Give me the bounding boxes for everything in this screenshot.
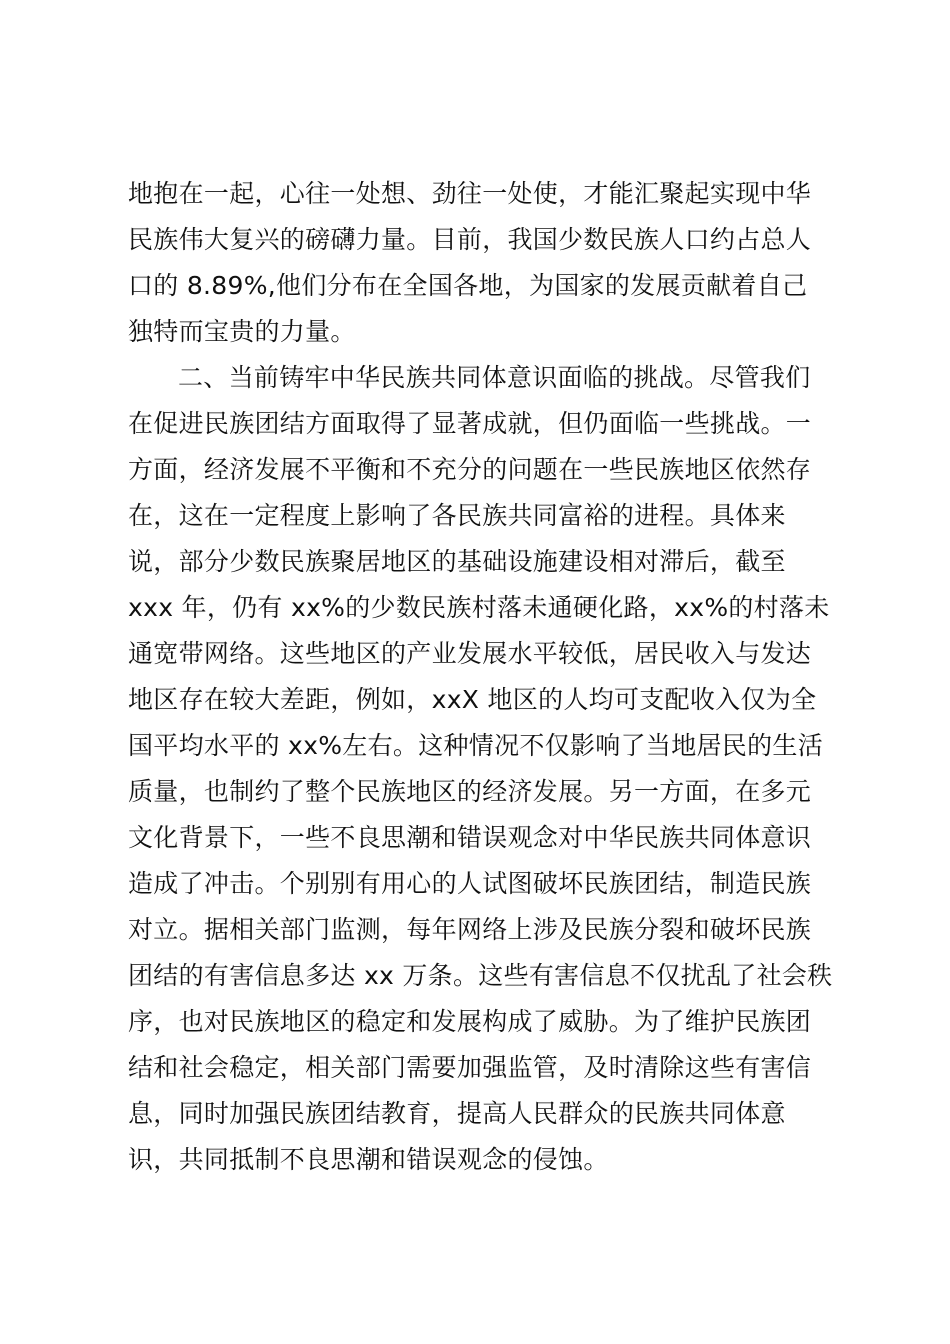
text-line: 识，共同抵制不良思潮和错误观念的侵蚀。 — [128, 1145, 609, 1174]
text-line: 说，部分少数民族聚居地区的基础设施建设相对滞后，截至 — [128, 547, 786, 576]
text-line: 民族伟大复兴的磅礴力量。目前，我国少数民族人口约占总人 — [128, 225, 812, 254]
text-line: 通宽带网络。这些地区的产业发展水平较低，居民收入与发达 — [128, 639, 812, 668]
text-line: 国平均水平的 xx%左右。这种情况不仅影响了当地居民的生活 — [128, 731, 823, 760]
text-line: 结和社会稳定，相关部门需要加强监管，及时清除这些有害信 — [128, 1053, 812, 1082]
text-line: 口的 8.89%,他们分布在全国各地，为国家的发展贡献着自己 — [128, 271, 808, 300]
text-line: xxx 年，仍有 xx%的少数民族村落未通硬化路，xx%的村落未 — [128, 593, 830, 622]
text-line: 息，同时加强民族团结教育，提高人民群众的民族共同体意 — [128, 1099, 786, 1128]
text-line: 方面，经济发展不平衡和不充分的问题在一些民族地区依然存 — [128, 455, 812, 484]
text-line: 质量，也制约了整个民族地区的经济发展。另一方面，在多元 — [128, 777, 812, 806]
text-line: 地区存在较大差距，例如，xxX 地区的人均可支配收入仅为全 — [128, 685, 817, 714]
text-line: 文化背景下，一些不良思潮和错误观念对中华民族共同体意识 — [128, 823, 812, 852]
text-line: 在，这在一定程度上影响了各民族共同富裕的进程。具体来 — [128, 501, 786, 530]
text-line: 序，也对民族地区的稳定和发展构成了威胁。为了维护民族团 — [128, 1007, 812, 1036]
text-line: 地抱在一起，心往一处想、劲往一处使，才能汇聚起实现中华 — [128, 179, 812, 208]
text-line: 造成了冲击。个别别有用心的人试图破坏民族团结，制造民族 — [128, 869, 812, 898]
text-line: 独特而宝贵的力量。 — [128, 317, 356, 346]
text-line: 在促进民族团结方面取得了显著成就，但仍面临一些挑战。一 — [128, 409, 812, 438]
paragraph-start-line: 二、当前铸牢中华民族共同体意识面临的挑战。尽管我们 — [178, 363, 811, 392]
text-line: 对立。据相关部门监测，每年网络上涉及民族分裂和破坏民族 — [128, 915, 812, 944]
text-line: 团结的有害信息多达 xx 万条。这些有害信息不仅扰乱了社会秩 — [128, 961, 833, 990]
